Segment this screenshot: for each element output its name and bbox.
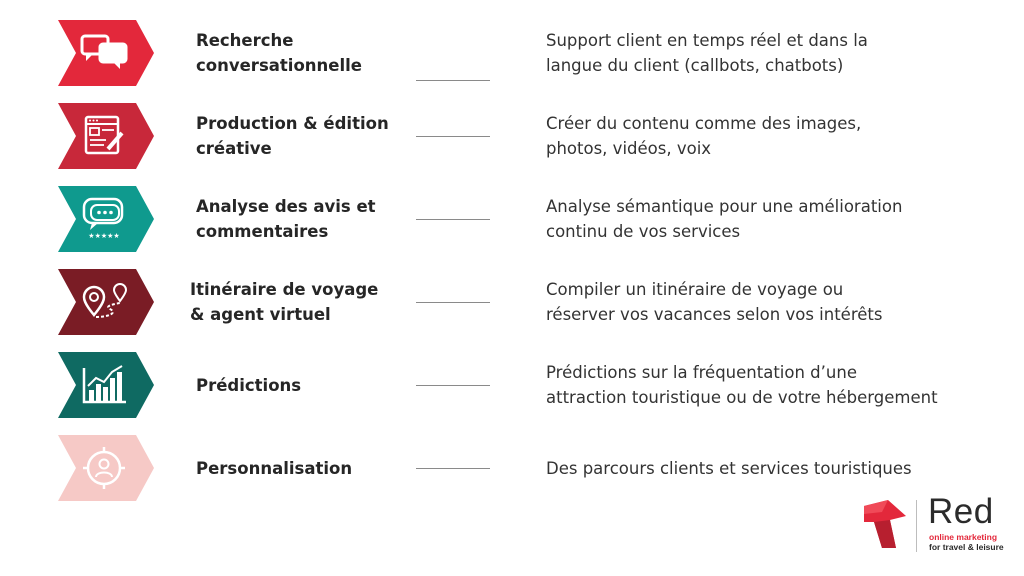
row-description-line: Des parcours clients et services touristiques: [546, 458, 912, 478]
connector-line: [416, 385, 490, 386]
feature-row-personalisation: [0, 435, 1024, 505]
row-description-line: Prédictions sur la fréquentation d’une: [546, 363, 857, 382]
content-editing-icon: [74, 113, 134, 159]
feature-row-review-analysis: [0, 186, 1024, 256]
row-title-line: Prédictions: [196, 375, 302, 395]
row-title-line: commentaires: [196, 222, 329, 241]
feature-row-predictions: [0, 352, 1024, 422]
row-title-line: Recherche: [196, 31, 294, 50]
red-logo-mark: [864, 500, 910, 548]
row-description: [546, 443, 996, 493]
row-title-line: Personnalisation: [196, 458, 353, 478]
row-title-line: Itinéraire de voyage: [190, 280, 379, 299]
connector-line: [416, 136, 490, 137]
review-comments-icon: [74, 196, 134, 242]
row-description-line: Analyse sémantique pour une amélioration: [546, 197, 903, 216]
row-title: [196, 194, 406, 244]
connector-line: [416, 468, 490, 469]
row-description-line: continu de vos services: [546, 222, 741, 241]
feature-row-creative-production: [0, 103, 1024, 173]
row-description: [546, 194, 996, 244]
row-title: [196, 360, 406, 410]
connector-line: [416, 302, 490, 303]
row-description-line: langue du client (callbots, chatbots): [546, 56, 844, 75]
row-description: [546, 277, 996, 327]
row-title-line: Production & édition: [196, 114, 389, 133]
row-description-line: attraction touristique ou de votre hébergement: [546, 388, 938, 407]
row-description-line: Compiler un itinéraire de voyage ou: [546, 280, 844, 299]
row-description-line: Créer du contenu comme des images,: [546, 114, 862, 133]
row-title: [190, 277, 400, 327]
row-title-line: créative: [196, 139, 272, 158]
svg-text:★★★★★: ★★★★★: [88, 232, 120, 240]
route-pins-icon: [74, 279, 134, 325]
row-description: [546, 360, 996, 410]
feature-row-travel-itinerary: [0, 269, 1024, 339]
logo-separator: [916, 500, 917, 552]
row-title-line: Analyse des avis et: [196, 197, 376, 216]
row-title: [196, 111, 406, 161]
feature-row-conversational-search: [0, 20, 1024, 90]
row-description-line: réserver vos vacances selon vos intérêts: [546, 305, 883, 324]
connector-line: [416, 219, 490, 220]
chat-bubbles-icon: [74, 30, 134, 76]
logo-wordmark: Red: [928, 492, 994, 531]
logo-tagline: online marketing: [929, 532, 998, 542]
row-title: [196, 28, 406, 78]
logo-tagline: for travel & leisure: [929, 542, 1004, 552]
row-description: [546, 28, 996, 78]
row-description: [546, 111, 996, 161]
row-description-line: photos, vidéos, voix: [546, 139, 712, 158]
row-title: [196, 443, 406, 493]
growth-chart-icon: [74, 362, 134, 408]
target-user-icon: [74, 445, 134, 491]
connector-line: [416, 80, 490, 81]
row-description-line: Support client en temps réel et dans la: [546, 31, 868, 50]
row-title-line: & agent virtuel: [190, 305, 331, 324]
row-title-line: conversationnelle: [196, 56, 362, 75]
